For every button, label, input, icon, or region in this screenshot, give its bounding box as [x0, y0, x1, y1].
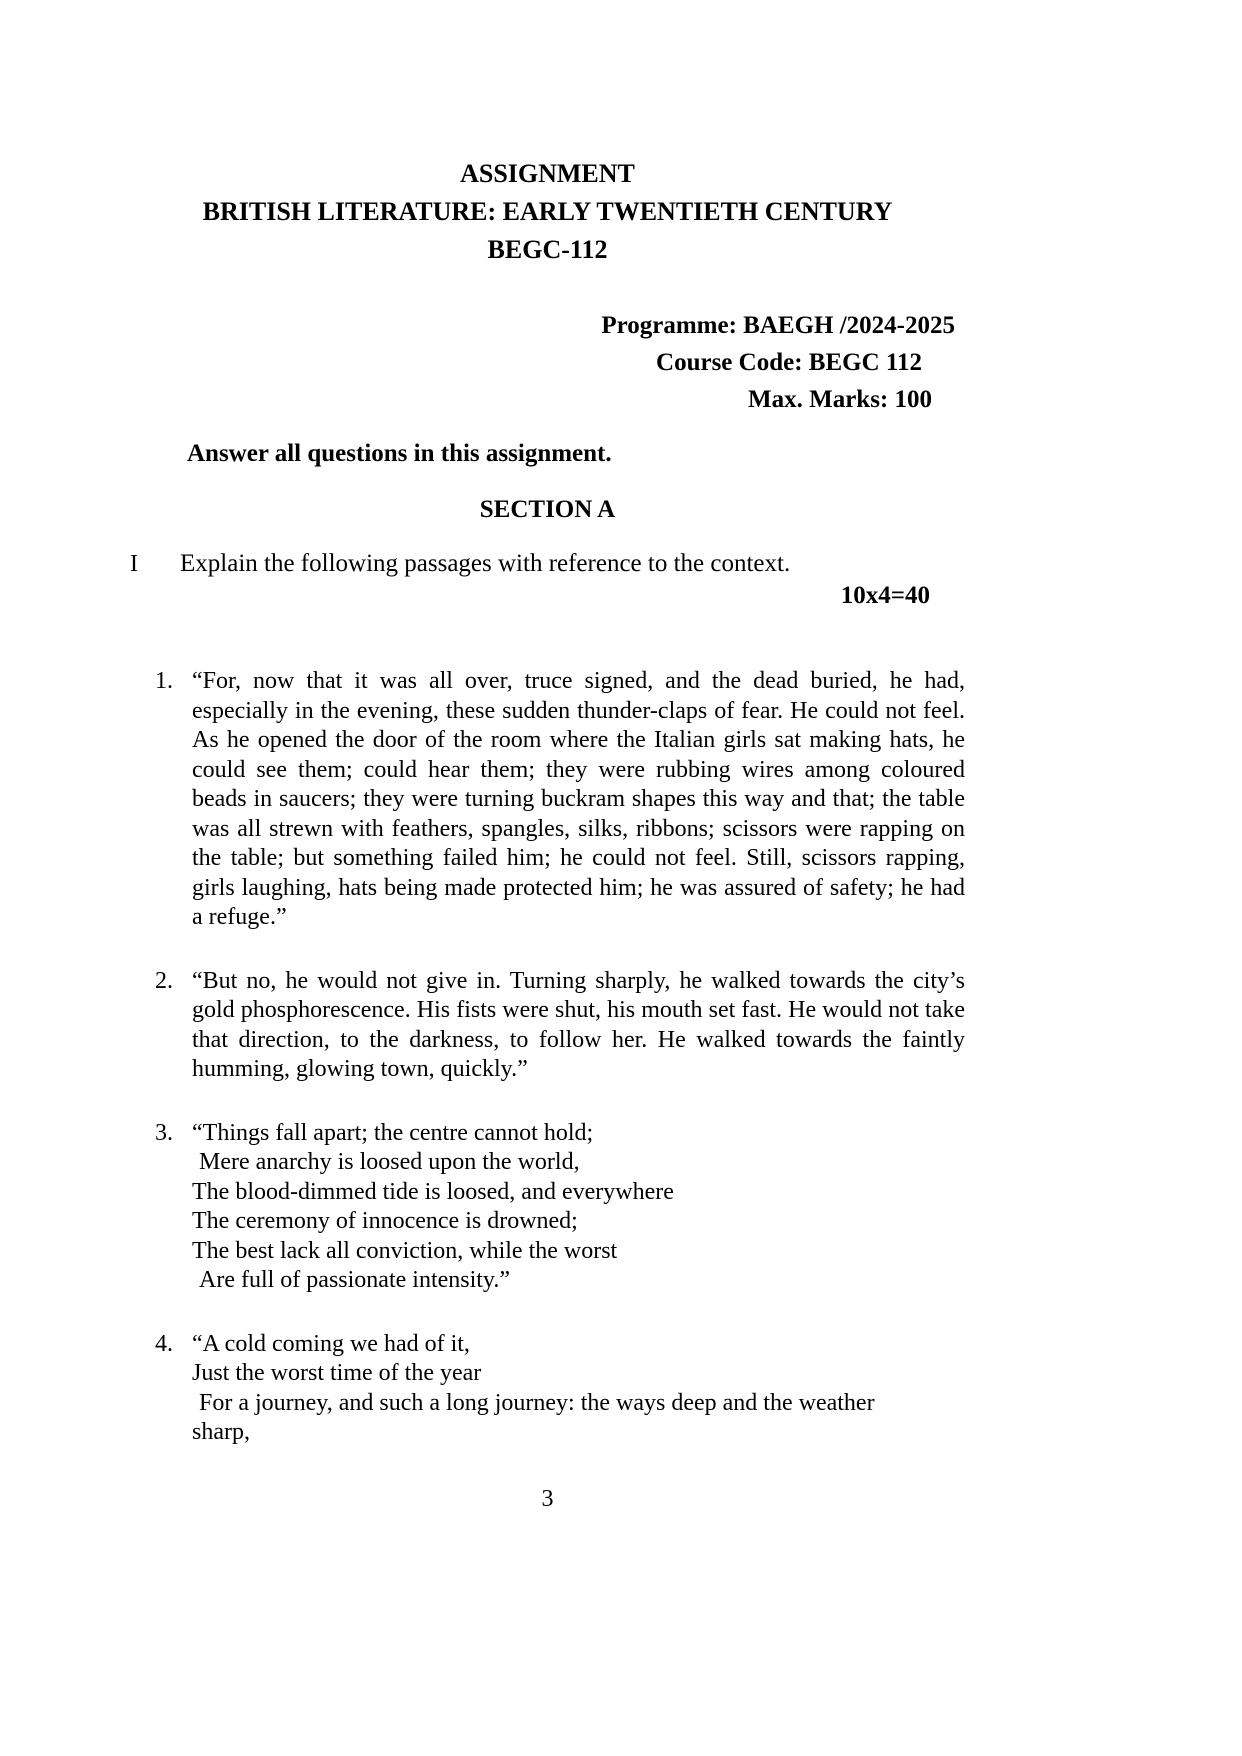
section-a-title: SECTION A	[479, 496, 616, 523]
page-number: 3	[541, 1485, 554, 1512]
question-4-text	[192, 1330, 965, 1448]
question-4-number: 4.	[155, 1330, 173, 1357]
verse-line: “Things fall apart; the centre cannot hold;	[192, 1119, 594, 1146]
course-code-heading: BEGC-112	[487, 235, 608, 264]
instruction-line: Answer all questions in this assignment.	[187, 440, 612, 467]
question-4	[155, 1330, 965, 1448]
verse-line: Mere anarchy is loosed upon the world,	[199, 1149, 580, 1175]
question-1-number: 1.	[155, 668, 173, 694]
verse-line: Just the worst time of the year	[192, 1360, 482, 1386]
verse-line: The ceremony of innocence is drowned;	[192, 1208, 578, 1234]
question-2-number: 2.	[155, 967, 173, 994]
question-2	[155, 967, 965, 1085]
question-3-text	[192, 1119, 965, 1296]
document-header	[130, 155, 965, 269]
verse-line: The blood-dimmed tide is loosed, and everywhere	[192, 1178, 674, 1205]
verse-line: For a journey, and such a long journey: the ways deep and the weather	[199, 1389, 875, 1416]
assignment-meta	[130, 307, 965, 418]
verse-line: Are full of passionate intensity.”	[199, 1267, 511, 1293]
programme-line: Programme: BAEGH /2024-2025	[601, 312, 955, 339]
verse-line: The best lack all conviction, while the worst	[192, 1237, 618, 1264]
section-prompt: Explain the following passages with reference to the context.	[180, 550, 791, 577]
question-3-number: 3.	[155, 1119, 173, 1146]
question-roman-numeral: I	[130, 551, 138, 577]
course-title: BRITISH LITERATURE: EARLY TWENTIETH CENTURY	[202, 197, 893, 226]
marks-line: 10x4=40	[840, 582, 930, 609]
question-1-text: “For, now that it was all over, truce signed, and the dead buried, he had, especially in the evening, these sudden thunder-claps of fear. He could not feel. As he opened the door of the room where the Italian girls sat making hats, he could see them; could hear them; they were rubbing wires among coloured beads in saucers; they were turning buckram shapes this way and that; the table was all strewn with feathers, spangles, silks, ribbons; scissors were rapping on the table; but something failed him; he could not feel. Still, scissors rapping, girls laughing, hats being made protected him; he was assured of safety; he had a refuge.”	[192, 668, 965, 930]
verse-line: “A cold coming we had of it,	[192, 1330, 470, 1357]
section-prompt-row	[130, 548, 965, 580]
assignment-title: ASSIGNMENT	[460, 159, 635, 188]
question-1	[155, 667, 965, 933]
question-list	[130, 667, 965, 1448]
verse-line: sharp,	[192, 1419, 250, 1445]
course-code-line: Course Code: BEGC 112	[656, 349, 922, 376]
question-3	[155, 1119, 965, 1296]
question-2-text: “But no, he would not give in. Turning sharply, he walked towards the city’s gold phosphorescence. His fists were shut, his mouth set fast. He would not take that direction, to the darkness, to follow her. He walked towards the faintly humming, glowing town, quickly.”	[192, 967, 965, 1082]
max-marks-line: Max. Marks: 100	[748, 386, 932, 413]
